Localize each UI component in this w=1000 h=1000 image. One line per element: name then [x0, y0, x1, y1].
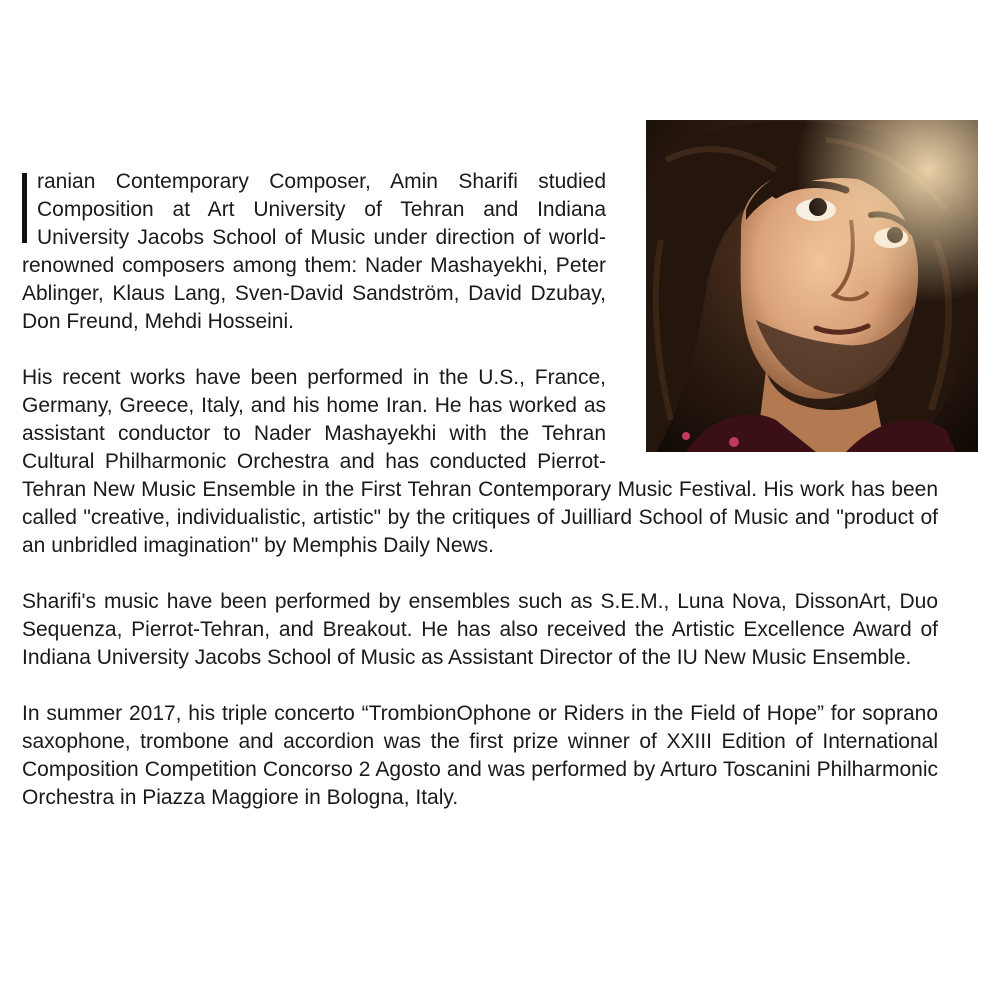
- portrait-spacer: [606, 168, 938, 452]
- bio-paragraph-2: His recent works have been performed in the U.S., France, Germany, Greece, Italy, and his home Iran. He has worked as assistant conductor to Nader Mashayekhi with the Tehran Cultural Philharmonic Orchestra and has conducted Pierrot-Tehran New Music Ensemble in the First Tehran Contemporary Music Festival. His work has been called "creative, individualistic, artistic" by the critiques of Juilliard School of Music and "product of an unbridled imagination" by Memphis Daily News.: [22, 366, 938, 557]
- bio-paragraph-4: In summer 2017, his triple concerto “TrombionOphone or Riders in the Field of Hope” for soprano saxophone, trombone and accordion was the first prize winner of XXIII Edition of International Composition Competition Concorso 2 Agosto and was performed by Arturo Toscanini Philharmonic Orchestra in Piazza Maggiore in Bologna, Italy.: [22, 702, 938, 809]
- bio-paragraph-3: Sharifi's music have been performed by ensembles such as S.E.M., Luna Nova, DissonArt, Duo Sequenza, Pierrot-Tehran, and Breakout. He has also received the Artistic Excellence Award of Indiana University Jacobs School of Music as Assistant Director of the IU New Music Ensemble.: [22, 590, 938, 669]
- bio-text: [22, 168, 938, 840]
- drop-cap: [22, 173, 27, 243]
- bio-paragraph-1-text: ranian Contemporary Composer, Amin Sharifi studied Composition at Art University of Tehran and Indiana University Jacobs School of Music under direction of world-renowned composers among them: Nader Mashayekhi, Peter Ablinger, Klaus Lang, Sven-David Sandström, David Dzubay, Don Freund, Mehdi Hosseini.: [22, 170, 606, 333]
